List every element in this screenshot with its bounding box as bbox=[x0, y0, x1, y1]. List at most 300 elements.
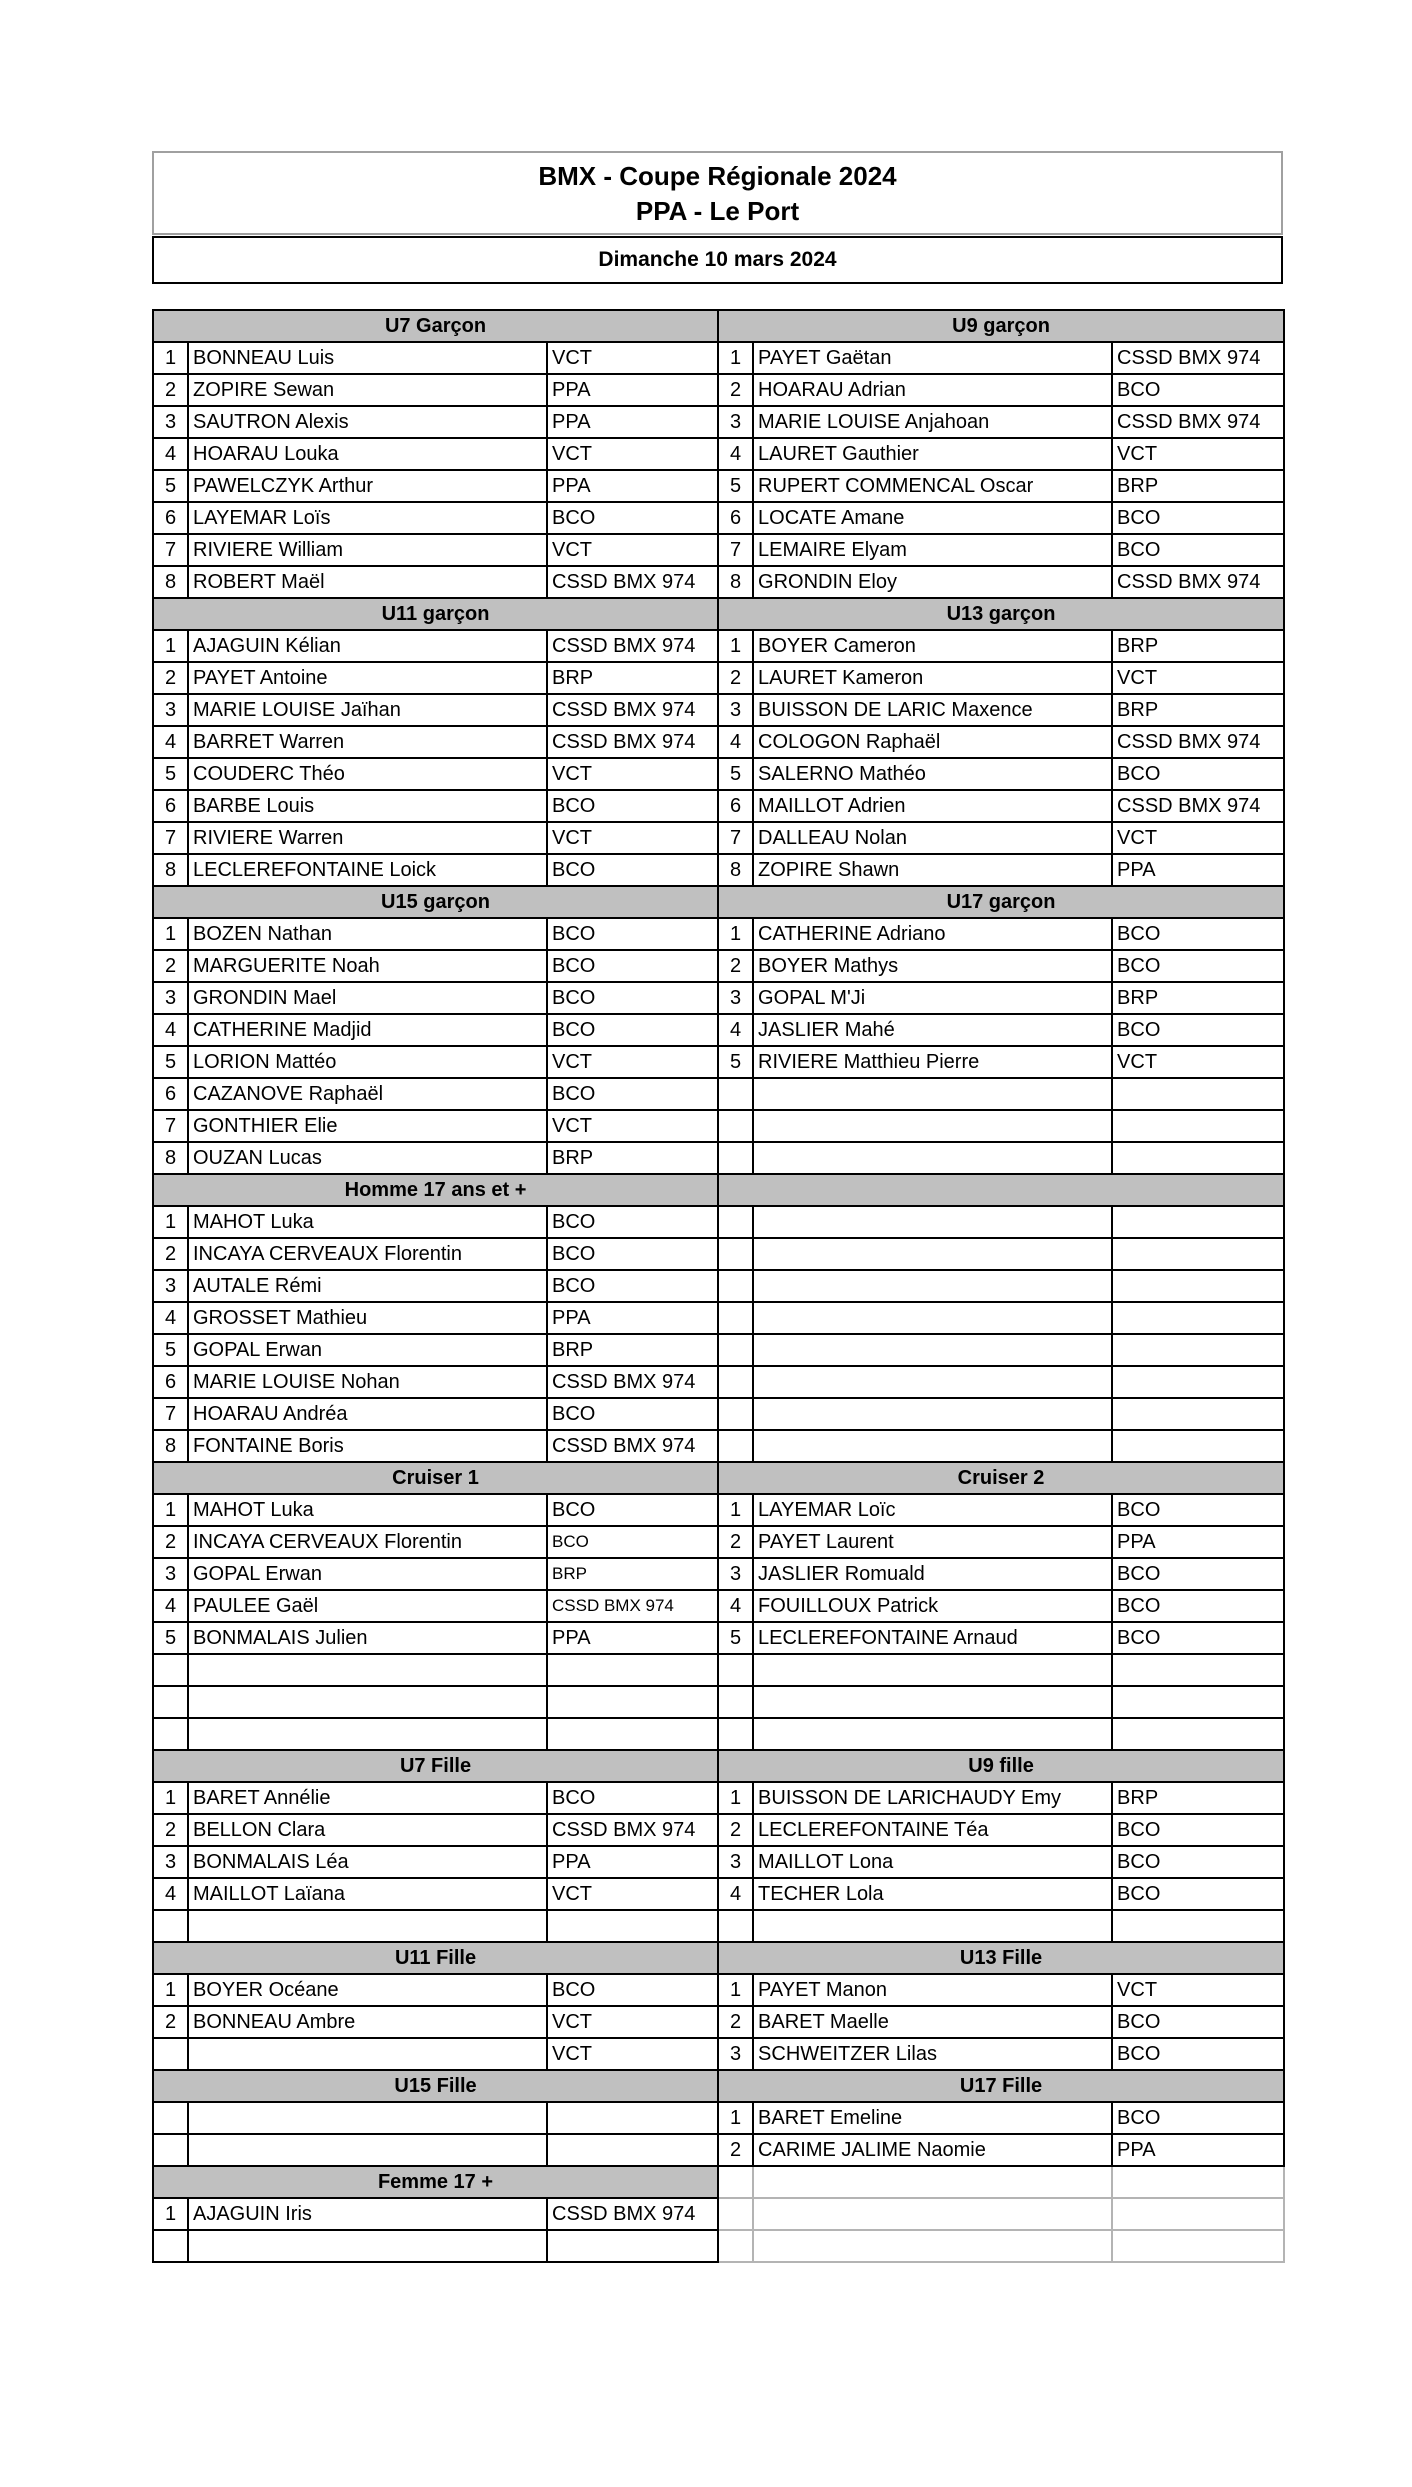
category-title: U15 garçon bbox=[153, 886, 718, 918]
table-row bbox=[153, 1334, 1284, 1366]
club-cell bbox=[1112, 1366, 1284, 1398]
rider-name-cell: RIVIERE Matthieu Pierre bbox=[753, 1046, 1112, 1078]
category-title: Homme 17 ans et + bbox=[153, 1174, 718, 1206]
club-cell: BCO bbox=[547, 502, 718, 534]
rank-cell: 1 bbox=[718, 918, 753, 950]
rank-cell: 8 bbox=[153, 854, 188, 886]
club-cell: CSSD BMX 974 bbox=[547, 1366, 718, 1398]
rank-cell: 8 bbox=[153, 1430, 188, 1462]
event-venue: PPA - Le Port bbox=[635, 196, 800, 226]
rank-cell: 5 bbox=[153, 1334, 188, 1366]
rank-cell: 2 bbox=[153, 1526, 188, 1558]
table-row bbox=[153, 790, 1284, 822]
table-row bbox=[153, 1654, 1284, 1686]
rank-cell: 1 bbox=[153, 1974, 188, 2006]
empty-cell bbox=[718, 2166, 753, 2198]
rider-name-cell bbox=[753, 1686, 1112, 1718]
table-row bbox=[153, 950, 1284, 982]
rider-name-cell: BARET Maelle bbox=[753, 2006, 1112, 2038]
category-header-row bbox=[153, 2166, 1284, 2198]
rank-cell: 5 bbox=[153, 758, 188, 790]
category-title bbox=[718, 1174, 1284, 1206]
club-cell bbox=[547, 2230, 718, 2262]
category-title: Femme 17 + bbox=[153, 2166, 718, 2198]
rider-name-cell: PAWELCZYK Arthur bbox=[188, 470, 547, 502]
club-cell: BCO bbox=[547, 982, 718, 1014]
rank-cell: 1 bbox=[153, 2198, 188, 2230]
club-cell: CSSD BMX 974 bbox=[547, 694, 718, 726]
club-cell: BRP bbox=[1112, 694, 1284, 726]
table-row bbox=[153, 1078, 1284, 1110]
club-cell: PPA bbox=[1112, 854, 1284, 886]
club-cell: BRP bbox=[1112, 630, 1284, 662]
rider-name-cell: LEMAIRE Elyam bbox=[753, 534, 1112, 566]
rider-name-cell bbox=[188, 2038, 547, 2070]
rank-cell: 6 bbox=[153, 1366, 188, 1398]
category-header-row bbox=[153, 886, 1284, 918]
rider-name-cell bbox=[753, 1366, 1112, 1398]
club-cell: BCO bbox=[1112, 1814, 1284, 1846]
club-cell: BRP bbox=[547, 1558, 718, 1590]
club-cell: VCT bbox=[547, 342, 718, 374]
table-row bbox=[153, 822, 1284, 854]
rider-name-cell: SAUTRON Alexis bbox=[188, 406, 547, 438]
rank-cell bbox=[718, 1078, 753, 1110]
rider-name-cell: BONMALAIS Léa bbox=[188, 1846, 547, 1878]
club-cell: VCT bbox=[547, 1046, 718, 1078]
category-title: Cruiser 2 bbox=[718, 1462, 1284, 1494]
rider-name-cell bbox=[188, 1654, 547, 1686]
rider-name-cell: LAYEMAR Loïs bbox=[188, 502, 547, 534]
results-body bbox=[153, 310, 1284, 2262]
category-title: U7 Fille bbox=[153, 1750, 718, 1782]
club-cell: CSSD BMX 974 bbox=[547, 1590, 718, 1622]
club-cell: BCO bbox=[1112, 1494, 1284, 1526]
category-header-row bbox=[153, 1750, 1284, 1782]
rider-name-cell: BONNEAU Ambre bbox=[188, 2006, 547, 2038]
rider-name-cell: PAYET Laurent bbox=[753, 1526, 1112, 1558]
rider-name-cell: GOPAL Erwan bbox=[188, 1334, 547, 1366]
rider-name-cell: PAULEE Gaël bbox=[188, 1590, 547, 1622]
category-title: U13 garçon bbox=[718, 598, 1284, 630]
rider-name-cell: FOUILLOUX Patrick bbox=[753, 1590, 1112, 1622]
rank-cell bbox=[153, 2230, 188, 2262]
rank-cell: 2 bbox=[718, 950, 753, 982]
title-box bbox=[152, 151, 1283, 235]
rank-cell: 1 bbox=[718, 630, 753, 662]
table-row bbox=[153, 1878, 1284, 1910]
event-date: Dimanche 10 mars 2024 bbox=[152, 236, 1283, 284]
rider-name-cell: RUPERT COMMENCAL Oscar bbox=[753, 470, 1112, 502]
rider-name-cell: AJAGUIN Iris bbox=[188, 2198, 547, 2230]
table-row bbox=[153, 1142, 1284, 1174]
rank-cell: 4 bbox=[153, 1590, 188, 1622]
rider-name-cell: JASLIER Mahé bbox=[753, 1014, 1112, 1046]
club-cell: BCO bbox=[547, 1078, 718, 1110]
rider-name-cell: JASLIER Romuald bbox=[753, 1558, 1112, 1590]
rank-cell bbox=[718, 1270, 753, 1302]
rider-name-cell: DALLEAU Nolan bbox=[753, 822, 1112, 854]
club-cell bbox=[547, 1718, 718, 1750]
rank-cell: 2 bbox=[718, 2006, 753, 2038]
category-title: U17 Fille bbox=[718, 2070, 1284, 2102]
rank-cell: 4 bbox=[153, 1302, 188, 1334]
table-row bbox=[153, 1302, 1284, 1334]
table-row bbox=[153, 1270, 1284, 1302]
rider-name-cell bbox=[188, 2230, 547, 2262]
category-header-row bbox=[153, 1174, 1284, 1206]
table-row bbox=[153, 1558, 1284, 1590]
club-cell: PPA bbox=[547, 406, 718, 438]
club-cell bbox=[1112, 1718, 1284, 1750]
rank-cell bbox=[718, 2198, 753, 2230]
category-title: U13 Fille bbox=[718, 1942, 1284, 1974]
club-cell bbox=[547, 1910, 718, 1942]
category-header-row bbox=[153, 2070, 1284, 2102]
table-row bbox=[153, 2102, 1284, 2134]
club-cell: BCO bbox=[547, 790, 718, 822]
rank-cell bbox=[153, 1718, 188, 1750]
results-sheet bbox=[152, 151, 1283, 2263]
rider-name-cell: CATHERINE Adriano bbox=[753, 918, 1112, 950]
rank-cell bbox=[718, 1654, 753, 1686]
category-title: U11 garçon bbox=[153, 598, 718, 630]
rank-cell: 6 bbox=[153, 502, 188, 534]
rank-cell: 6 bbox=[718, 502, 753, 534]
results-table bbox=[152, 309, 1285, 2263]
rank-cell: 7 bbox=[718, 822, 753, 854]
club-cell: BCO bbox=[1112, 1878, 1284, 1910]
rank-cell: 1 bbox=[718, 1782, 753, 1814]
table-row bbox=[153, 1814, 1284, 1846]
club-cell: BCO bbox=[1112, 1846, 1284, 1878]
table-row bbox=[153, 1398, 1284, 1430]
rank-cell: 3 bbox=[718, 694, 753, 726]
rank-cell: 1 bbox=[718, 1494, 753, 1526]
rank-cell: 3 bbox=[153, 982, 188, 1014]
rank-cell: 3 bbox=[718, 406, 753, 438]
rank-cell: 2 bbox=[718, 662, 753, 694]
rider-name-cell: LOCATE Amane bbox=[753, 502, 1112, 534]
rank-cell: 1 bbox=[153, 918, 188, 950]
club-cell: BCO bbox=[547, 1526, 718, 1558]
rank-cell: 8 bbox=[153, 1142, 188, 1174]
rider-name-cell: BONNEAU Luis bbox=[188, 342, 547, 374]
rank-cell: 6 bbox=[153, 790, 188, 822]
rider-name-cell bbox=[188, 1686, 547, 1718]
rank-cell: 4 bbox=[718, 438, 753, 470]
table-row bbox=[153, 1782, 1284, 1814]
rank-cell: 4 bbox=[153, 438, 188, 470]
table-row bbox=[153, 1494, 1284, 1526]
rider-name-cell bbox=[753, 1206, 1112, 1238]
rider-name-cell: BUISSON DE LARIC Maxence bbox=[753, 694, 1112, 726]
rank-cell: 3 bbox=[718, 1846, 753, 1878]
rank-cell: 2 bbox=[718, 1814, 753, 1846]
rider-name-cell: MARIE LOUISE Anjahoan bbox=[753, 406, 1112, 438]
rider-name-cell: BONMALAIS Julien bbox=[188, 1622, 547, 1654]
table-row bbox=[153, 1718, 1284, 1750]
rider-name-cell bbox=[753, 1302, 1112, 1334]
rider-name-cell: HOARAU Adrian bbox=[753, 374, 1112, 406]
rank-cell bbox=[718, 1398, 753, 1430]
rider-name-cell: GOPAL M'Ji bbox=[753, 982, 1112, 1014]
rank-cell: 1 bbox=[718, 1974, 753, 2006]
table-row bbox=[153, 662, 1284, 694]
rank-cell bbox=[718, 1238, 753, 1270]
club-cell: BCO bbox=[547, 854, 718, 886]
club-cell bbox=[1112, 1110, 1284, 1142]
club-cell: BRP bbox=[1112, 470, 1284, 502]
rank-cell bbox=[153, 1686, 188, 1718]
club-cell: VCT bbox=[547, 534, 718, 566]
rank-cell: 2 bbox=[153, 2006, 188, 2038]
table-row bbox=[153, 1974, 1284, 2006]
rider-name-cell: COLOGON Raphaël bbox=[753, 726, 1112, 758]
rank-cell: 3 bbox=[153, 694, 188, 726]
rider-name-cell: INCAYA CERVEAUX Florentin bbox=[188, 1526, 547, 1558]
rank-cell bbox=[718, 1718, 753, 1750]
rider-name-cell bbox=[753, 1270, 1112, 1302]
club-cell: BRP bbox=[547, 1142, 718, 1174]
rider-name-cell: BOZEN Nathan bbox=[188, 918, 547, 950]
rider-name-cell: MAILLOT Adrien bbox=[753, 790, 1112, 822]
rank-cell: 4 bbox=[153, 1878, 188, 1910]
club-cell bbox=[1112, 2230, 1284, 2262]
club-cell: BCO bbox=[1112, 1590, 1284, 1622]
club-cell: BCO bbox=[1112, 1558, 1284, 1590]
rank-cell: 7 bbox=[718, 534, 753, 566]
rider-name-cell: BARET Emeline bbox=[753, 2102, 1112, 2134]
rider-name-cell: BARRET Warren bbox=[188, 726, 547, 758]
rank-cell: 3 bbox=[153, 1846, 188, 1878]
event-title: BMX - Coupe Régionale 2024 bbox=[538, 161, 897, 191]
rider-name-cell: ZOPIRE Sewan bbox=[188, 374, 547, 406]
club-cell: BRP bbox=[1112, 1782, 1284, 1814]
category-title: Cruiser 1 bbox=[153, 1462, 718, 1494]
rank-cell bbox=[718, 1302, 753, 1334]
rank-cell: 2 bbox=[153, 374, 188, 406]
club-cell: VCT bbox=[547, 822, 718, 854]
club-cell bbox=[1112, 1654, 1284, 1686]
rider-name-cell: CAZANOVE Raphaël bbox=[188, 1078, 547, 1110]
rider-name-cell bbox=[753, 1718, 1112, 1750]
rank-cell bbox=[153, 1910, 188, 1942]
table-row bbox=[153, 918, 1284, 950]
rider-name-cell: BELLON Clara bbox=[188, 1814, 547, 1846]
rider-name-cell bbox=[188, 2102, 547, 2134]
club-cell: CSSD BMX 974 bbox=[1112, 790, 1284, 822]
rider-name-cell bbox=[753, 1398, 1112, 1430]
table-row bbox=[153, 694, 1284, 726]
rider-name-cell: BOYER Mathys bbox=[753, 950, 1112, 982]
table-row bbox=[153, 342, 1284, 374]
category-title: U7 Garçon bbox=[153, 310, 718, 342]
rank-cell bbox=[718, 1430, 753, 1462]
club-cell: CSSD BMX 974 bbox=[547, 630, 718, 662]
rider-name-cell bbox=[753, 1078, 1112, 1110]
rider-name-cell: SCHWEITZER Lilas bbox=[753, 2038, 1112, 2070]
club-cell: BCO bbox=[1112, 950, 1284, 982]
rider-name-cell: CATHERINE Madjid bbox=[188, 1014, 547, 1046]
rider-name-cell: LECLEREFONTAINE Téa bbox=[753, 1814, 1112, 1846]
rider-name-cell: OUZAN Lucas bbox=[188, 1142, 547, 1174]
club-cell: BCO bbox=[547, 1270, 718, 1302]
rank-cell: 1 bbox=[153, 1494, 188, 1526]
club-cell bbox=[547, 1654, 718, 1686]
club-cell bbox=[547, 1686, 718, 1718]
table-row bbox=[153, 1366, 1284, 1398]
club-cell: VCT bbox=[1112, 662, 1284, 694]
club-cell: BCO bbox=[547, 1206, 718, 1238]
table-row bbox=[153, 1846, 1284, 1878]
rank-cell: 2 bbox=[718, 374, 753, 406]
rank-cell bbox=[153, 2038, 188, 2070]
club-cell: BCO bbox=[547, 1238, 718, 1270]
rider-name-cell bbox=[188, 1718, 547, 1750]
club-cell: BCO bbox=[547, 1974, 718, 2006]
club-cell bbox=[1112, 2198, 1284, 2230]
rank-cell: 4 bbox=[718, 1014, 753, 1046]
rider-name-cell: HOARAU Louka bbox=[188, 438, 547, 470]
rider-name-cell bbox=[753, 1910, 1112, 1942]
rank-cell bbox=[153, 2102, 188, 2134]
club-cell: CSSD BMX 974 bbox=[1112, 406, 1284, 438]
club-cell: BCO bbox=[1112, 534, 1284, 566]
rider-name-cell: SALERNO Mathéo bbox=[753, 758, 1112, 790]
club-cell bbox=[547, 2102, 718, 2134]
rider-name-cell: PAYET Gaëtan bbox=[753, 342, 1112, 374]
rider-name-cell: MAILLOT Lona bbox=[753, 1846, 1112, 1878]
rank-cell: 2 bbox=[153, 950, 188, 982]
rider-name-cell: PAYET Antoine bbox=[188, 662, 547, 694]
table-row bbox=[153, 982, 1284, 1014]
club-cell: BCO bbox=[1112, 2038, 1284, 2070]
club-cell bbox=[1112, 1270, 1284, 1302]
category-header-row bbox=[153, 1462, 1284, 1494]
club-cell: BCO bbox=[1112, 758, 1284, 790]
rank-cell: 3 bbox=[718, 2038, 753, 2070]
club-cell bbox=[1112, 1078, 1284, 1110]
rider-name-cell: BOYER Océane bbox=[188, 1974, 547, 2006]
table-row bbox=[153, 470, 1284, 502]
club-cell: PPA bbox=[1112, 1526, 1284, 1558]
club-cell: BCO bbox=[1112, 918, 1284, 950]
club-cell: PPA bbox=[547, 1622, 718, 1654]
rank-cell: 1 bbox=[718, 342, 753, 374]
table-row bbox=[153, 2006, 1284, 2038]
rank-cell: 2 bbox=[153, 1238, 188, 1270]
rank-cell bbox=[718, 1142, 753, 1174]
club-cell: BCO bbox=[1112, 1014, 1284, 1046]
rider-name-cell: MARIE LOUISE Nohan bbox=[188, 1366, 547, 1398]
rank-cell: 2 bbox=[718, 1526, 753, 1558]
rank-cell: 4 bbox=[718, 726, 753, 758]
category-header-row bbox=[153, 310, 1284, 342]
table-row bbox=[153, 854, 1284, 886]
rider-name-cell: LAYEMAR Loïc bbox=[753, 1494, 1112, 1526]
rider-name-cell: GOPAL Erwan bbox=[188, 1558, 547, 1590]
club-cell: PPA bbox=[547, 374, 718, 406]
club-cell: CSSD BMX 974 bbox=[547, 2198, 718, 2230]
rider-name-cell: GRONDIN Eloy bbox=[753, 566, 1112, 598]
table-row bbox=[153, 726, 1284, 758]
club-cell: BCO bbox=[547, 1494, 718, 1526]
rank-cell: 3 bbox=[153, 1558, 188, 1590]
club-cell: BCO bbox=[547, 1782, 718, 1814]
rank-cell: 1 bbox=[718, 2102, 753, 2134]
table-row bbox=[153, 438, 1284, 470]
rank-cell: 8 bbox=[718, 854, 753, 886]
club-cell: VCT bbox=[1112, 822, 1284, 854]
rider-name-cell: TECHER Lola bbox=[753, 1878, 1112, 1910]
rider-name-cell bbox=[753, 1110, 1112, 1142]
club-cell: VCT bbox=[547, 2006, 718, 2038]
rank-cell: 5 bbox=[718, 1046, 753, 1078]
club-cell bbox=[547, 2134, 718, 2166]
club-cell: PPA bbox=[547, 470, 718, 502]
rider-name-cell: LECLEREFONTAINE Arnaud bbox=[753, 1622, 1112, 1654]
category-header-row bbox=[153, 1942, 1284, 1974]
club-cell bbox=[1112, 1142, 1284, 1174]
rider-name-cell: MAHOT Luka bbox=[188, 1494, 547, 1526]
rank-cell: 5 bbox=[718, 1622, 753, 1654]
rider-name-cell: GONTHIER Elie bbox=[188, 1110, 547, 1142]
rider-name-cell bbox=[753, 1238, 1112, 1270]
rider-name-cell: AUTALE Rémi bbox=[188, 1270, 547, 1302]
rank-cell bbox=[718, 1334, 753, 1366]
rider-name-cell: ZOPIRE Shawn bbox=[753, 854, 1112, 886]
table-row bbox=[153, 502, 1284, 534]
club-cell: PPA bbox=[547, 1846, 718, 1878]
club-cell bbox=[1112, 1334, 1284, 1366]
club-cell: VCT bbox=[1112, 1046, 1284, 1078]
rank-cell bbox=[718, 1910, 753, 1942]
club-cell bbox=[1112, 1398, 1284, 1430]
rank-cell: 5 bbox=[718, 470, 753, 502]
rider-name-cell: FONTAINE Boris bbox=[188, 1430, 547, 1462]
rank-cell: 2 bbox=[153, 1814, 188, 1846]
rank-cell: 7 bbox=[153, 1110, 188, 1142]
rider-name-cell: INCAYA CERVEAUX Florentin bbox=[188, 1238, 547, 1270]
rider-name-cell: GROSSET Mathieu bbox=[188, 1302, 547, 1334]
club-cell: BCO bbox=[547, 1398, 718, 1430]
rider-name-cell: AJAGUIN Kélian bbox=[188, 630, 547, 662]
rider-name-cell bbox=[753, 1430, 1112, 1462]
rank-cell: 8 bbox=[718, 566, 753, 598]
rank-cell: 1 bbox=[153, 630, 188, 662]
rank-cell bbox=[718, 2230, 753, 2262]
rank-cell: 3 bbox=[153, 406, 188, 438]
rank-cell: 7 bbox=[153, 822, 188, 854]
empty-cell bbox=[753, 2166, 1112, 2198]
table-row bbox=[153, 2198, 1284, 2230]
rider-name-cell bbox=[753, 1334, 1112, 1366]
club-cell bbox=[1112, 1302, 1284, 1334]
table-row bbox=[153, 1622, 1284, 1654]
rank-cell: 5 bbox=[718, 758, 753, 790]
club-cell: BRP bbox=[547, 1334, 718, 1366]
category-header-row bbox=[153, 598, 1284, 630]
rider-name-cell: COUDERC Théo bbox=[188, 758, 547, 790]
rider-name-cell: MARGUERITE Noah bbox=[188, 950, 547, 982]
rider-name-cell: MAHOT Luka bbox=[188, 1206, 547, 1238]
table-row bbox=[153, 534, 1284, 566]
club-cell: BCO bbox=[547, 1014, 718, 1046]
club-cell: CSSD BMX 974 bbox=[1112, 726, 1284, 758]
rank-cell: 5 bbox=[153, 1622, 188, 1654]
rider-name-cell bbox=[753, 2198, 1112, 2230]
